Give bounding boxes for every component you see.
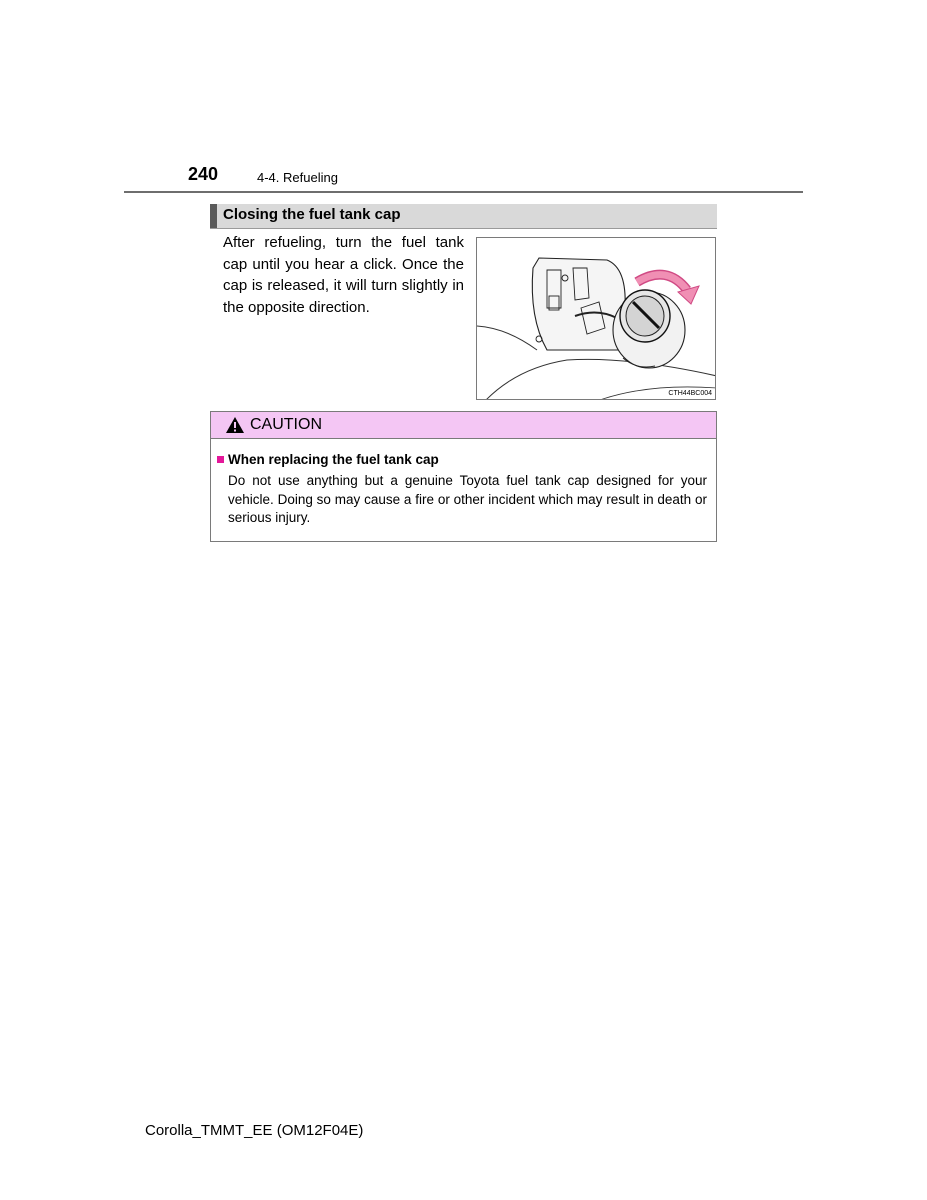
warning-triangle-icon <box>225 416 245 434</box>
fuel-cap-rotation-illustration <box>477 238 716 400</box>
section-body-text: After refueling, turn the fuel tank cap until you hear a click. Once the cap is released, it will turn slightly in the opposite direction. <box>223 234 464 316</box>
figure-code: CTH44BC004 <box>668 390 712 397</box>
caution-body-text: Do not use anything but a genuine Toyota fuel tank cap designed for your vehicle. Doing so may cause a fire or other incident which may result in death or serious injury. <box>228 473 707 525</box>
caution-label: CAUTION <box>250 416 322 433</box>
caution-header <box>211 412 716 439</box>
caution-box <box>210 411 717 542</box>
heading-accent <box>210 204 217 228</box>
header-divider <box>124 191 803 193</box>
fuel-cap-figure <box>476 237 716 400</box>
section-title: Closing the fuel tank cap <box>223 206 401 223</box>
section-heading-bar <box>210 204 717 229</box>
section-breadcrumb: 4-4. Refueling <box>257 170 338 185</box>
page-number: 240 <box>188 164 219 184</box>
caution-subheading-text: When replacing the fuel tank cap <box>228 452 439 467</box>
document-id: Corolla_TMMT_EE (OM12F04E) <box>145 1122 364 1139</box>
caution-subheading <box>217 452 439 467</box>
square-bullet-icon <box>217 456 224 463</box>
